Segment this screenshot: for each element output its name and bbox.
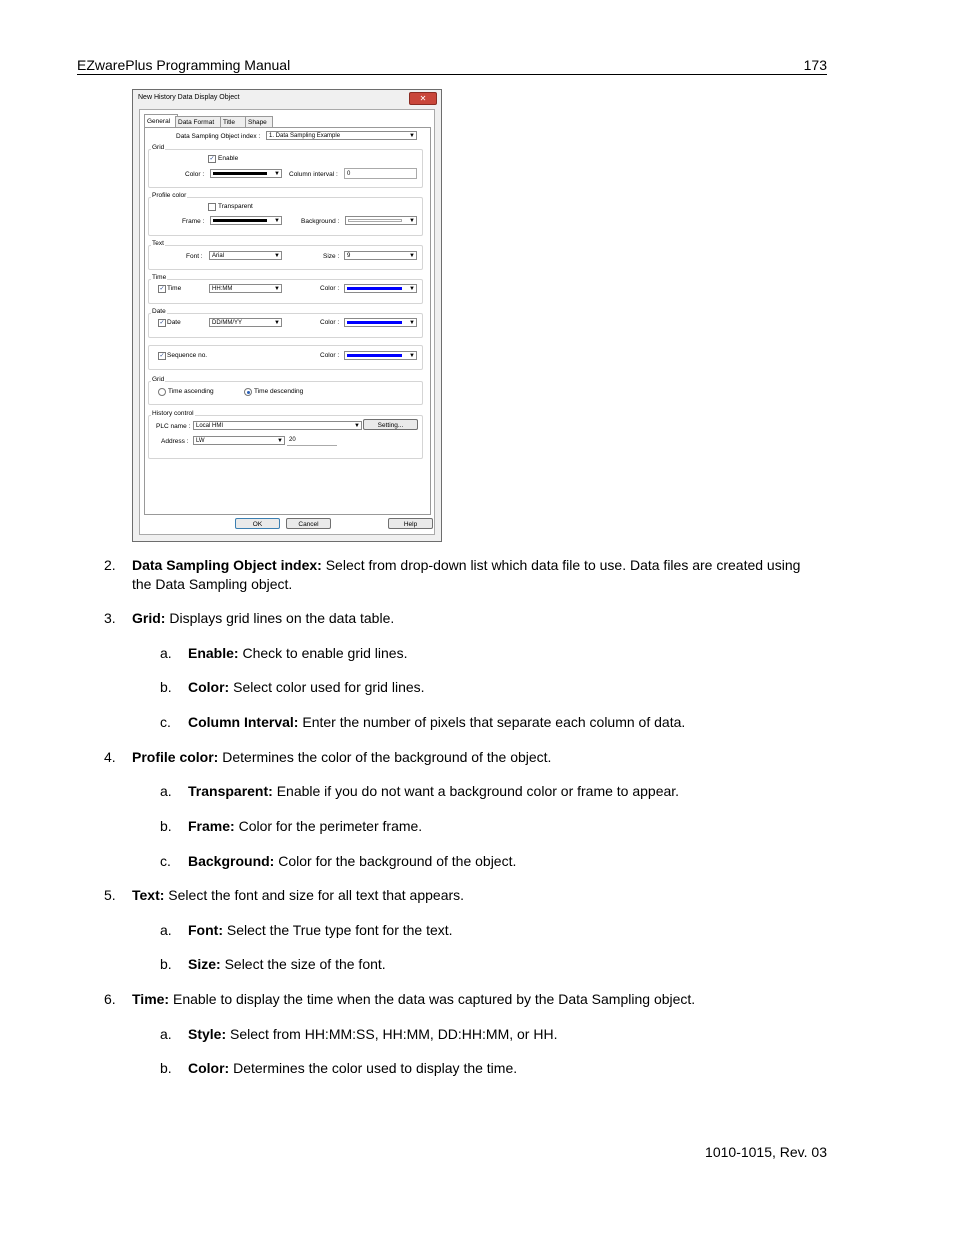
item-letter: c. xyxy=(160,853,171,869)
chevron-down-icon: ▼ xyxy=(409,353,415,359)
chevron-down-icon: ▼ xyxy=(274,171,280,177)
item-number: 6. xyxy=(104,991,116,1007)
cancel-button[interactable]: Cancel xyxy=(286,518,331,529)
list-item xyxy=(188,677,425,697)
frame-color-swatch xyxy=(213,219,267,222)
list-item xyxy=(132,747,551,767)
item-text: Determines the color of the background of the object. xyxy=(218,749,552,765)
item-text: Enter the number of pixels that separate each column of data. xyxy=(298,714,686,730)
chevron-down-icon: ▼ xyxy=(409,133,415,139)
date-check-label: Date xyxy=(167,319,181,326)
item-text: Select from HH:MM:SS, HH:MM, DD:HH:MM, or HH. xyxy=(226,1026,558,1042)
item-term: Time: xyxy=(132,991,170,1007)
frame-color-picker[interactable] xyxy=(210,216,282,225)
enable-checkbox[interactable]: ✓ xyxy=(209,156,215,162)
list-item xyxy=(188,781,679,801)
list-item xyxy=(188,1024,557,1044)
item-text: Color for the background of the object. xyxy=(274,853,517,869)
chevron-down-icon: ▼ xyxy=(274,253,280,259)
close-icon[interactable]: ✕ xyxy=(409,92,437,105)
address-device-value: LW xyxy=(196,438,205,444)
item-text: Select from drop-down list which data file to use. Data files are created using xyxy=(321,557,801,573)
page-number: 173 xyxy=(803,57,827,73)
column-interval-label: Column interval : xyxy=(289,171,338,178)
chevron-down-icon: ▼ xyxy=(409,218,415,224)
item-letter: a. xyxy=(160,1026,172,1042)
dso-index-value: 1. Data Sampling Example xyxy=(269,133,341,139)
list-item xyxy=(188,712,685,732)
font-value: Arial xyxy=(212,253,225,259)
item-text: Enable to display the time when the data was captured by the Data Sampling object. xyxy=(169,991,696,1007)
font-label: Font : xyxy=(186,253,203,260)
column-interval-input[interactable] xyxy=(344,168,417,179)
date-color-swatch xyxy=(347,321,402,324)
history-control-title: History control xyxy=(152,410,194,417)
sequence-color-swatch xyxy=(347,354,402,357)
item-term: Data Sampling Object index: xyxy=(132,557,322,573)
tab-general[interactable]: General xyxy=(144,114,178,128)
size-label: Size : xyxy=(323,253,340,260)
ok-button[interactable]: OK xyxy=(235,518,280,529)
list-item xyxy=(132,608,394,628)
list-item xyxy=(188,816,422,836)
item-letter: c. xyxy=(160,714,171,730)
chevron-down-icon: ▼ xyxy=(409,286,415,292)
text-group-title: Text xyxy=(152,240,164,247)
item-term: Background: xyxy=(188,853,275,869)
time-ascending-label: Time ascending xyxy=(168,388,214,395)
chevron-down-icon: ▼ xyxy=(409,253,415,259)
address-device-select[interactable] xyxy=(193,436,285,445)
background-label: Background : xyxy=(301,218,340,225)
date-color-label: Color : xyxy=(320,319,340,326)
item-letter: b. xyxy=(160,1060,172,1076)
item-term: Font: xyxy=(188,922,223,938)
grid-group-title: Grid xyxy=(152,144,165,151)
list-item xyxy=(188,954,386,974)
enable-label: Enable xyxy=(218,155,239,162)
transparent-checkbox[interactable] xyxy=(208,203,216,211)
time-color-swatch xyxy=(347,287,402,290)
item-term: Profile color: xyxy=(132,749,219,765)
date-style-select[interactable] xyxy=(209,318,282,327)
time-check-label: Time xyxy=(167,285,182,292)
item-number: 5. xyxy=(104,887,116,903)
item-letter: b. xyxy=(160,679,172,695)
item-text: Enable if you do not want a background color or frame to appear. xyxy=(272,783,680,799)
item-letter: a. xyxy=(160,645,172,661)
background-color-swatch xyxy=(348,219,402,222)
item-term: Frame: xyxy=(188,818,235,834)
dso-index-select[interactable] xyxy=(266,131,417,140)
time-descending-label: Time descending xyxy=(254,388,304,395)
time-descending-radio[interactable] xyxy=(244,388,252,396)
date-color-picker[interactable] xyxy=(344,318,417,327)
list-item xyxy=(132,555,800,575)
address-number-input[interactable]: 20 xyxy=(287,435,337,446)
chevron-down-icon: ▼ xyxy=(277,438,283,444)
item-text: Select color used for grid lines. xyxy=(229,679,425,695)
setting-button[interactable]: Setting... xyxy=(363,419,418,430)
help-button[interactable]: Help xyxy=(388,518,433,529)
time-style-value: HH:MM xyxy=(212,286,233,292)
date-checkbox[interactable]: ✓ xyxy=(159,320,165,326)
size-select[interactable] xyxy=(344,251,417,260)
time-ascending-radio[interactable] xyxy=(158,388,166,396)
chevron-down-icon: ▼ xyxy=(409,320,415,326)
history-data-display-dialog xyxy=(132,89,442,542)
date-group-title: Date xyxy=(152,308,166,315)
sequence-checkbox[interactable]: ✓ xyxy=(159,353,165,359)
plc-name-select[interactable] xyxy=(193,421,362,430)
time-color-label: Color : xyxy=(320,285,340,292)
item-term: Style: xyxy=(188,1026,227,1042)
tab-shape[interactable]: Shape xyxy=(245,116,273,128)
time-group-title: Time xyxy=(152,274,167,281)
item-number: 2. xyxy=(104,557,116,573)
item-letter: a. xyxy=(160,783,172,799)
chevron-down-icon: ▼ xyxy=(354,423,360,429)
list-item xyxy=(188,851,516,871)
column-interval-value: 0 xyxy=(347,171,351,177)
time-checkbox[interactable]: ✓ xyxy=(159,286,165,292)
plc-name-label: PLC name : xyxy=(156,423,191,430)
list-item xyxy=(188,920,453,940)
dso-index-label: Data Sampling Object index : xyxy=(176,133,261,140)
page-footer: 1010-1015, Rev. 03 xyxy=(705,1144,827,1160)
item-text: Check to enable grid lines. xyxy=(238,645,408,661)
item-term: Color: xyxy=(188,1060,230,1076)
item-text: Select the font and size for all text that appears. xyxy=(164,887,465,903)
item-text: Select the True type font for the text. xyxy=(222,922,453,938)
item-continuation: the Data Sampling object. xyxy=(132,576,293,592)
page-header xyxy=(77,56,827,75)
general-panel xyxy=(144,127,431,515)
tab-title[interactable]: Title xyxy=(220,116,248,128)
manual-title: EZwarePlus Programming Manual xyxy=(77,57,291,73)
item-text: Determines the color used to display the time. xyxy=(229,1060,518,1076)
time-style-select[interactable] xyxy=(209,284,282,293)
grid-color-swatch xyxy=(213,172,267,175)
profile-color-title: Profile color xyxy=(152,192,187,199)
sequence-color-label: Color : xyxy=(320,352,340,359)
item-letter: b. xyxy=(160,818,172,834)
grid-color-label: Color : xyxy=(185,171,205,178)
plc-name-value: Local HMI xyxy=(196,423,224,429)
sequence-label: Sequence no. xyxy=(167,352,208,359)
list-item xyxy=(188,1058,517,1078)
dialog-titlebar xyxy=(133,90,441,107)
list-item xyxy=(132,989,695,1009)
dialog-title: New History Data Display Object xyxy=(138,94,240,101)
item-text: Displays grid lines on the data table. xyxy=(165,610,395,626)
list-item xyxy=(188,643,407,663)
font-select[interactable] xyxy=(209,251,282,260)
item-term: Transparent: xyxy=(188,783,273,799)
grid-color-picker[interactable] xyxy=(210,169,282,178)
item-term: Column Interval: xyxy=(188,714,299,730)
time-color-picker[interactable] xyxy=(344,284,417,293)
tab-data-format[interactable]: Data Format xyxy=(175,116,223,128)
background-color-picker[interactable] xyxy=(345,216,417,225)
item-text: Select the size of the font. xyxy=(220,956,386,972)
item-number: 4. xyxy=(104,749,116,765)
item-term: Size: xyxy=(188,956,221,972)
order-group-title: Grid xyxy=(152,376,165,383)
dialog-body xyxy=(139,109,435,535)
list-item xyxy=(132,885,464,905)
item-text: Color for the perimeter frame. xyxy=(234,818,423,834)
item-letter: b. xyxy=(160,956,172,972)
item-term: Enable: xyxy=(188,645,239,661)
sequence-color-picker[interactable] xyxy=(344,351,417,360)
address-label: Address : xyxy=(161,438,189,445)
chevron-down-icon: ▼ xyxy=(274,320,280,326)
size-value: 9 xyxy=(347,253,351,259)
item-term: Grid: xyxy=(132,610,166,626)
chevron-down-icon: ▼ xyxy=(274,218,280,224)
chevron-down-icon: ▼ xyxy=(274,286,280,292)
date-style-value: DD/MM/YY xyxy=(212,320,242,326)
frame-label: Frame : xyxy=(182,218,205,225)
transparent-label: Transparent xyxy=(218,203,253,210)
item-letter: a. xyxy=(160,922,172,938)
item-term: Text: xyxy=(132,887,165,903)
item-number: 3. xyxy=(104,610,116,626)
item-term: Color: xyxy=(188,679,230,695)
